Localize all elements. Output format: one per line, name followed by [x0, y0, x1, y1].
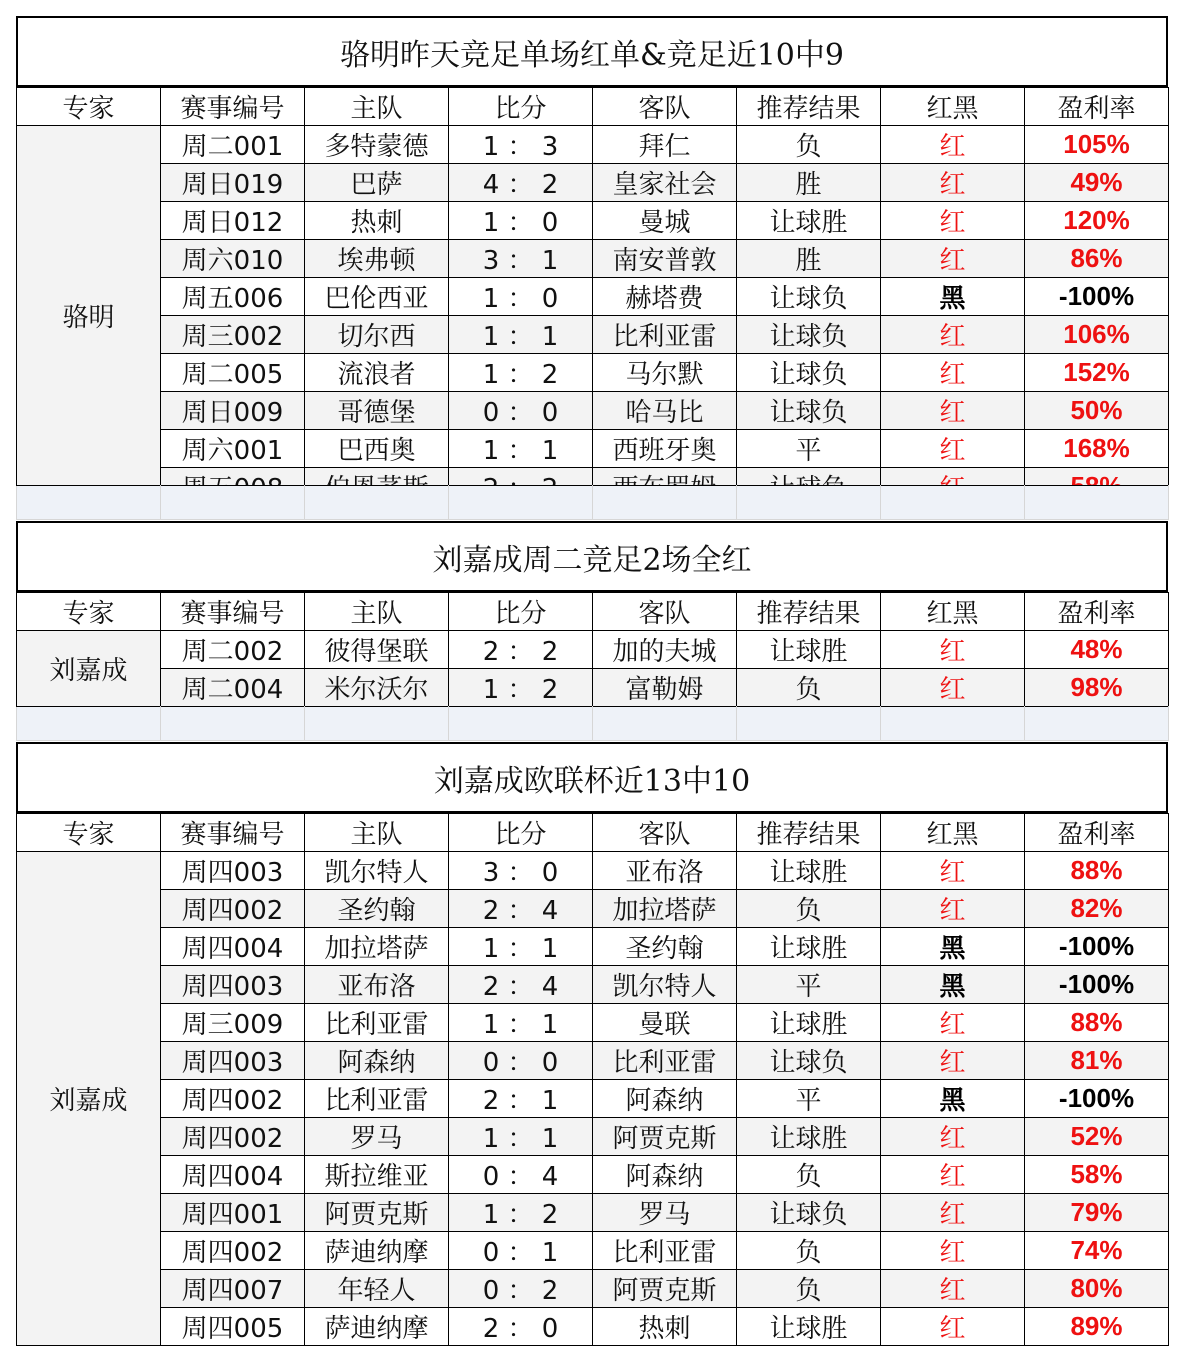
result-mark: 红 [881, 202, 1025, 240]
table-row [17, 316, 1169, 354]
result-mark: 红 [881, 126, 1025, 164]
section-1 [16, 16, 1168, 506]
match-id: 周三009 [161, 1004, 305, 1042]
result-mark: 红 [881, 669, 1025, 707]
score: 3 ： 1 [449, 240, 593, 278]
column-header: 推荐结果 [737, 88, 881, 126]
results-table [16, 592, 1169, 707]
recommendation: 让球胜 [737, 928, 881, 966]
table-row [17, 1118, 1169, 1156]
table-row [17, 966, 1169, 1004]
recommendation: 负 [737, 126, 881, 164]
home-team: 阿贾克斯 [305, 1194, 449, 1232]
section-title: 刘嘉成周二竞足2场全红 [16, 521, 1168, 592]
away-team: 马尔默 [593, 354, 737, 392]
home-team: 热刺 [305, 202, 449, 240]
away-team: 阿贾克斯 [593, 1118, 737, 1156]
profit-rate: 58% [1025, 1156, 1169, 1194]
empty-cell [449, 486, 593, 520]
score: 1 ： 2 [449, 669, 593, 707]
away-team: 罗马 [593, 1194, 737, 1232]
column-header: 客队 [593, 814, 737, 852]
result-mark: 红 [881, 1308, 1025, 1346]
table-row [17, 164, 1169, 202]
empty-cell [737, 486, 881, 520]
result-mark: 黑 [881, 928, 1025, 966]
away-team: 哈马比 [593, 392, 737, 430]
profit-rate: 80% [1025, 1270, 1169, 1308]
score: 4 ： 2 [449, 164, 593, 202]
profit-rate: 106% [1025, 316, 1169, 354]
match-id: 周四002 [161, 1118, 305, 1156]
away-team: 西班牙奥 [593, 430, 737, 468]
recommendation: 胜 [737, 164, 881, 202]
recommendation: 让球胜 [737, 1004, 881, 1042]
table-row [17, 1308, 1169, 1346]
table-row [17, 1042, 1169, 1080]
home-team: 比利亚雷 [305, 1004, 449, 1042]
table-row [17, 1270, 1169, 1308]
away-team: 南安普敦 [593, 240, 737, 278]
profit-rate: -100% [1025, 966, 1169, 1004]
match-id: 周二004 [161, 669, 305, 707]
empty-cell [1025, 486, 1169, 520]
away-team: 圣约翰 [593, 928, 737, 966]
away-team: 加的夫城 [593, 631, 737, 669]
match-id: 周二002 [161, 631, 305, 669]
score: 1 ： 1 [449, 1004, 593, 1042]
expert-name: 刘嘉成 [17, 852, 161, 1346]
away-team: 比利亚雷 [593, 316, 737, 354]
profit-rate: 88% [1025, 852, 1169, 890]
section-title: 刘嘉成欧联杯近13中10 [16, 742, 1168, 813]
column-header: 推荐结果 [737, 814, 881, 852]
recommendation: 负 [737, 1232, 881, 1270]
match-id: 周四003 [161, 966, 305, 1004]
away-team: 阿贾克斯 [593, 1270, 737, 1308]
away-team: 曼联 [593, 1004, 737, 1042]
table-row [17, 890, 1169, 928]
result-mark: 红 [881, 430, 1025, 468]
table-row [17, 1080, 1169, 1118]
score: 1 ： 1 [449, 928, 593, 966]
table-header-row [17, 88, 1169, 126]
empty-cell [881, 486, 1025, 520]
table-row [17, 1194, 1169, 1232]
score: 1 ： 2 [449, 354, 593, 392]
away-team: 凯尔特人 [593, 966, 737, 1004]
away-team: 拜仁 [593, 126, 737, 164]
match-id: 周五006 [161, 278, 305, 316]
empty-cell [161, 486, 305, 520]
match-id: 周日012 [161, 202, 305, 240]
score: 0 ： 4 [449, 1156, 593, 1194]
result-mark: 红 [881, 1004, 1025, 1042]
score: 3 ： 0 [449, 852, 593, 890]
result-mark: 红 [881, 631, 1025, 669]
result-mark: 红 [881, 1194, 1025, 1232]
results-table [16, 87, 1169, 506]
empty-cell [737, 707, 881, 741]
match-id: 周四002 [161, 1232, 305, 1270]
result-mark: 红 [881, 392, 1025, 430]
match-id: 周日009 [161, 392, 305, 430]
table-row [17, 1004, 1169, 1042]
home-team: 流浪者 [305, 354, 449, 392]
match-id: 周二001 [161, 126, 305, 164]
profit-rate: -100% [1025, 278, 1169, 316]
match-id: 周四002 [161, 1080, 305, 1118]
recommendation: 让球负 [737, 354, 881, 392]
match-id: 周四004 [161, 1156, 305, 1194]
column-header: 主队 [305, 593, 449, 631]
recommendation: 负 [737, 1156, 881, 1194]
table-row [17, 240, 1169, 278]
away-team: 赫塔费 [593, 278, 737, 316]
recommendation: 让球胜 [737, 1118, 881, 1156]
column-header: 推荐结果 [737, 593, 881, 631]
home-team: 圣约翰 [305, 890, 449, 928]
away-team: 亚布洛 [593, 852, 737, 890]
recommendation: 让球胜 [737, 202, 881, 240]
recommendation: 平 [737, 1080, 881, 1118]
score: 1 ： 1 [449, 1118, 593, 1156]
score: 2 ： 0 [449, 1308, 593, 1346]
score: 1 ： 0 [449, 202, 593, 240]
recommendation: 负 [737, 890, 881, 928]
column-header: 红黑 [881, 814, 1025, 852]
column-header: 专家 [17, 814, 161, 852]
result-mark: 黑 [881, 1080, 1025, 1118]
away-team: 热刺 [593, 1308, 737, 1346]
home-team: 切尔西 [305, 316, 449, 354]
match-id: 周二005 [161, 354, 305, 392]
column-header: 赛事编号 [161, 814, 305, 852]
recommendation: 平 [737, 430, 881, 468]
table-row [17, 430, 1169, 468]
home-team: 亚布洛 [305, 966, 449, 1004]
empty-cell [1025, 707, 1169, 741]
home-team: 凯尔特人 [305, 852, 449, 890]
column-header: 比分 [449, 88, 593, 126]
result-mark: 红 [881, 1042, 1025, 1080]
spacer-row [16, 485, 1168, 520]
profit-rate: 88% [1025, 1004, 1169, 1042]
profit-rate: 152% [1025, 354, 1169, 392]
home-team: 哥德堡 [305, 392, 449, 430]
score: 2 ： 4 [449, 966, 593, 1004]
score: 0 ： 0 [449, 1042, 593, 1080]
match-id: 周日019 [161, 164, 305, 202]
profit-rate: -100% [1025, 1080, 1169, 1118]
score: 2 ： 4 [449, 890, 593, 928]
empty-cell [17, 486, 161, 520]
match-id: 周六010 [161, 240, 305, 278]
home-team: 巴西奥 [305, 430, 449, 468]
column-header: 客队 [593, 593, 737, 631]
home-team: 彼得堡联 [305, 631, 449, 669]
away-team: 阿森纳 [593, 1156, 737, 1194]
result-mark: 红 [881, 890, 1025, 928]
expert-name: 骆明 [17, 126, 161, 506]
expert-name: 刘嘉成 [17, 631, 161, 707]
column-header: 比分 [449, 593, 593, 631]
column-header: 红黑 [881, 593, 1025, 631]
table-row [17, 354, 1169, 392]
match-id: 周四001 [161, 1194, 305, 1232]
spacer-row [16, 706, 1168, 741]
empty-cell [305, 707, 449, 741]
result-mark: 黑 [881, 278, 1025, 316]
table-row [17, 1232, 1169, 1270]
score: 2 ： 2 [449, 631, 593, 669]
score: 1 ： 3 [449, 126, 593, 164]
recommendation: 平 [737, 966, 881, 1004]
home-team: 萨迪纳摩 [305, 1232, 449, 1270]
table-row [17, 126, 1169, 164]
away-team: 比利亚雷 [593, 1042, 737, 1080]
recommendation: 让球负 [737, 1194, 881, 1232]
score: 0 ： 2 [449, 1270, 593, 1308]
table-row [17, 669, 1169, 707]
home-team: 巴萨 [305, 164, 449, 202]
column-header: 客队 [593, 88, 737, 126]
column-header: 赛事编号 [161, 88, 305, 126]
home-team: 埃弗顿 [305, 240, 449, 278]
profit-rate: 48% [1025, 631, 1169, 669]
empty-cell [593, 486, 737, 520]
recommendation: 让球胜 [737, 631, 881, 669]
profit-rate: 82% [1025, 890, 1169, 928]
away-team: 富勒姆 [593, 669, 737, 707]
away-team: 皇家社会 [593, 164, 737, 202]
profit-rate: 79% [1025, 1194, 1169, 1232]
table-row [17, 278, 1169, 316]
profit-rate: 81% [1025, 1042, 1169, 1080]
table-row [17, 1156, 1169, 1194]
section-3 [16, 742, 1168, 1346]
match-id: 周四005 [161, 1308, 305, 1346]
empty-cell [305, 486, 449, 520]
recommendation: 让球胜 [737, 1308, 881, 1346]
table-header-row [17, 593, 1169, 631]
table-row [17, 202, 1169, 240]
match-id: 周四003 [161, 1042, 305, 1080]
match-id: 周四002 [161, 890, 305, 928]
match-id: 周四003 [161, 852, 305, 890]
profit-rate: 74% [1025, 1232, 1169, 1270]
profit-rate: -100% [1025, 928, 1169, 966]
home-team: 米尔沃尔 [305, 669, 449, 707]
result-mark: 红 [881, 316, 1025, 354]
profit-rate: 98% [1025, 669, 1169, 707]
away-team: 比利亚雷 [593, 1232, 737, 1270]
profit-rate: 52% [1025, 1118, 1169, 1156]
score: 1 ： 2 [449, 1194, 593, 1232]
column-header: 盈利率 [1025, 814, 1169, 852]
result-mark: 黑 [881, 966, 1025, 1004]
table-row [17, 631, 1169, 669]
home-team: 年轻人 [305, 1270, 449, 1308]
score: 1 ： 1 [449, 316, 593, 354]
recommendation: 负 [737, 669, 881, 707]
column-header: 专家 [17, 593, 161, 631]
profit-rate: 86% [1025, 240, 1169, 278]
result-mark: 红 [881, 1156, 1025, 1194]
profit-rate: 120% [1025, 202, 1169, 240]
home-team: 斯拉维亚 [305, 1156, 449, 1194]
result-mark: 红 [881, 354, 1025, 392]
result-mark: 红 [881, 164, 1025, 202]
profit-rate: 105% [1025, 126, 1169, 164]
empty-cell [881, 707, 1025, 741]
away-team: 阿森纳 [593, 1080, 737, 1118]
match-id: 周四004 [161, 928, 305, 966]
table-header-row [17, 814, 1169, 852]
score: 0 ： 0 [449, 392, 593, 430]
column-header: 盈利率 [1025, 88, 1169, 126]
table-row [17, 928, 1169, 966]
match-id: 周四007 [161, 1270, 305, 1308]
section-title: 骆明昨天竞足单场红单&竞足近10中9 [16, 16, 1168, 87]
recommendation: 让球负 [737, 278, 881, 316]
column-header: 赛事编号 [161, 593, 305, 631]
recommendation: 让球负 [737, 316, 881, 354]
result-mark: 红 [881, 1270, 1025, 1308]
column-header: 红黑 [881, 88, 1025, 126]
table-row [17, 392, 1169, 430]
home-team: 萨迪纳摩 [305, 1308, 449, 1346]
column-header: 专家 [17, 88, 161, 126]
empty-cell [17, 707, 161, 741]
match-id: 周六001 [161, 430, 305, 468]
column-header: 盈利率 [1025, 593, 1169, 631]
home-team: 巴伦西亚 [305, 278, 449, 316]
result-mark: 红 [881, 852, 1025, 890]
away-team: 加拉塔萨 [593, 890, 737, 928]
column-header: 主队 [305, 814, 449, 852]
table-row [17, 852, 1169, 890]
home-team: 加拉塔萨 [305, 928, 449, 966]
score: 1 ： 1 [449, 430, 593, 468]
empty-cell [449, 707, 593, 741]
profit-rate: 50% [1025, 392, 1169, 430]
home-team: 阿森纳 [305, 1042, 449, 1080]
recommendation: 让球胜 [737, 852, 881, 890]
column-header: 比分 [449, 814, 593, 852]
profit-rate: 49% [1025, 164, 1169, 202]
result-mark: 红 [881, 1118, 1025, 1156]
profit-rate: 89% [1025, 1308, 1169, 1346]
score: 2 ： 1 [449, 1080, 593, 1118]
away-team: 曼城 [593, 202, 737, 240]
recommendation: 让球负 [737, 1042, 881, 1080]
home-team: 比利亚雷 [305, 1080, 449, 1118]
profit-rate: 168% [1025, 430, 1169, 468]
result-mark: 红 [881, 240, 1025, 278]
column-header: 主队 [305, 88, 449, 126]
recommendation: 负 [737, 1270, 881, 1308]
home-team: 罗马 [305, 1118, 449, 1156]
home-team: 多特蒙德 [305, 126, 449, 164]
section-2 [16, 521, 1168, 707]
results-table [16, 813, 1169, 1346]
empty-cell [161, 707, 305, 741]
result-mark: 红 [881, 1232, 1025, 1270]
empty-cell [593, 707, 737, 741]
score: 0 ： 1 [449, 1232, 593, 1270]
recommendation: 让球负 [737, 392, 881, 430]
match-id: 周三002 [161, 316, 305, 354]
score: 1 ： 0 [449, 278, 593, 316]
recommendation: 胜 [737, 240, 881, 278]
